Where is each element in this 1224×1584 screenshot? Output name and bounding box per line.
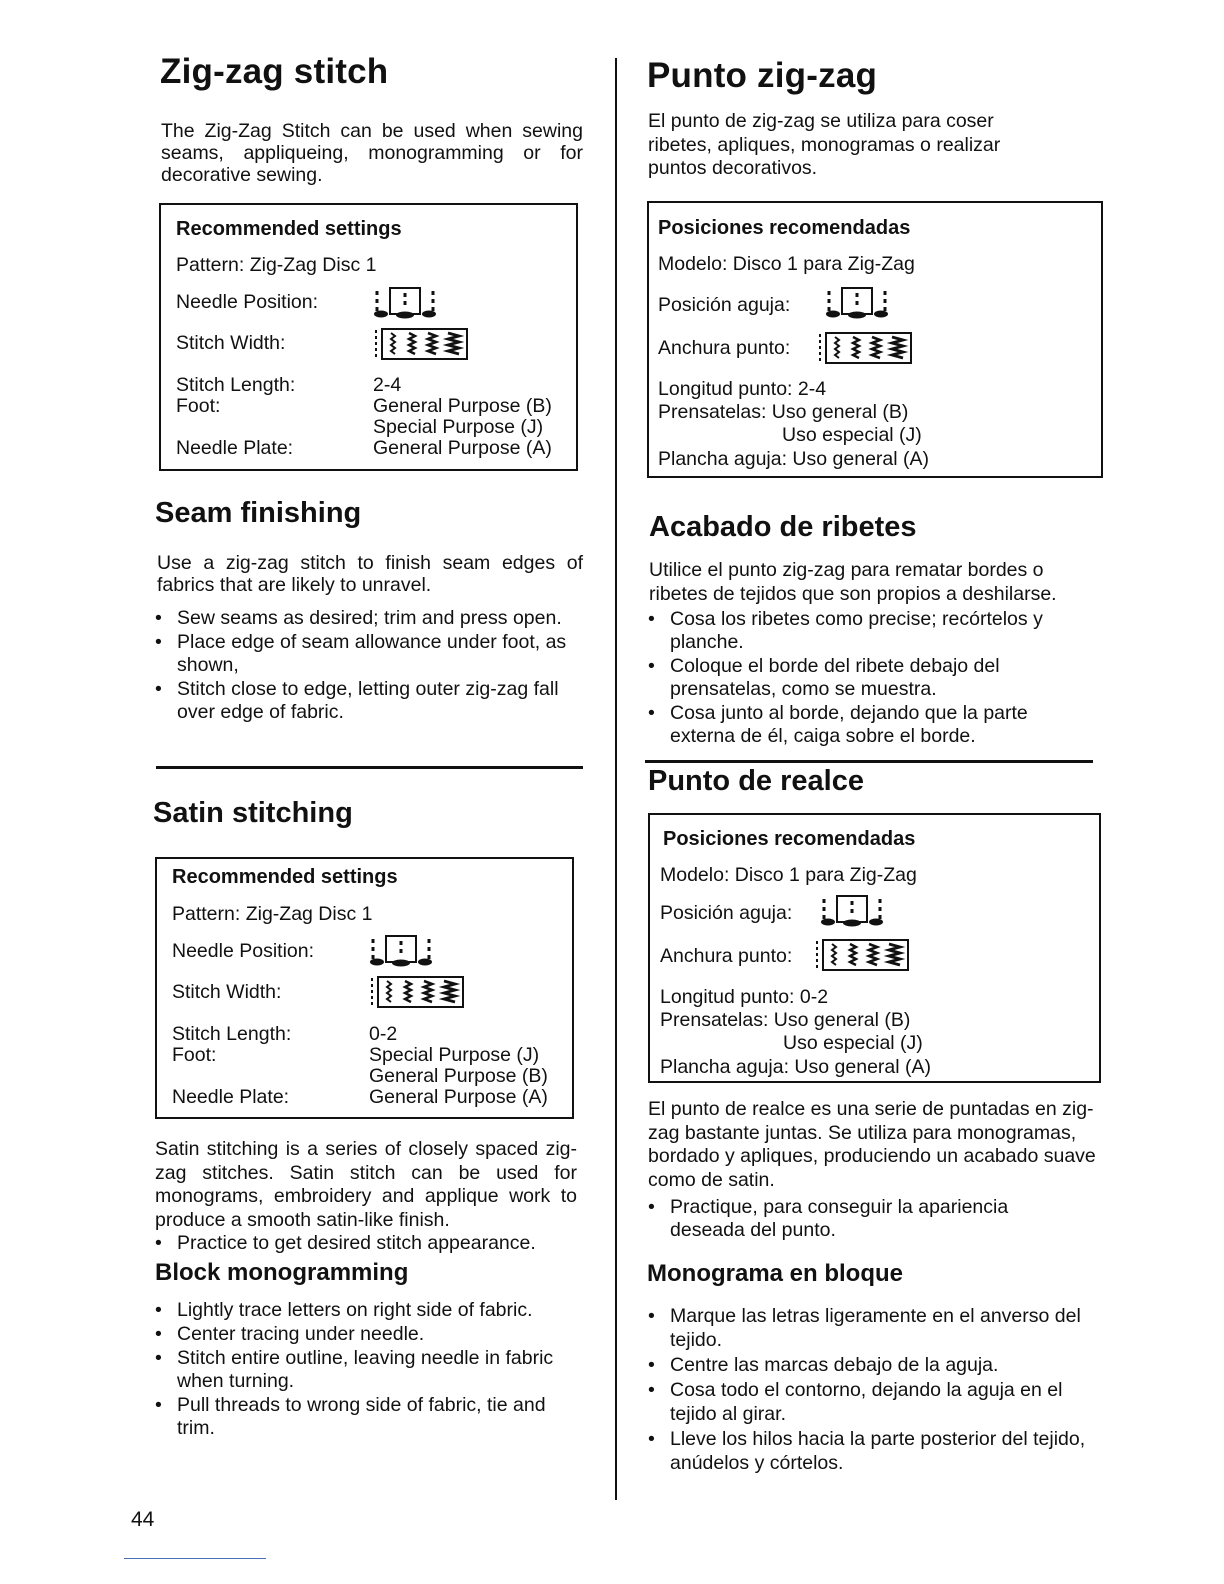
stitch-width-icon (369, 975, 465, 1009)
plate-line: Plancha aguja: Uso general (A) (660, 1056, 931, 1078)
list-item: • Centre las marcas debajo de la aguja. (648, 1353, 1103, 1377)
block-monogramming-title: Block monogramming (155, 1259, 409, 1286)
punto-realce-list (648, 1196, 1078, 1243)
satin-list (155, 1232, 585, 1256)
pattern-line: Modelo: Disco 1 para Zig-Zag (660, 864, 917, 886)
column-divider (615, 58, 617, 1500)
box-title: Recommended settings (172, 866, 398, 888)
acabado-intro: Utilice el punto zig-zag para rematar bordes o ribetes de tejidos que son propios a deshilarse. (649, 559, 1057, 605)
needle-position-icon (373, 285, 437, 319)
list-item: • Center tracing under needle. (155, 1323, 577, 1346)
foot-label: Foot: (172, 1044, 217, 1066)
needle-plate-label: Needle Plate: (176, 437, 294, 459)
punto-zigzag-intro: El punto de zig-zag se utiliza para coser ribetes, apliques, monogramas o realizar puntos decorativos. (648, 110, 1001, 179)
list-item: • Sew seams as desired; trim and press open. (155, 607, 580, 630)
list-item: • Stitch entire outline, leaving needle in fabric when turning. (155, 1347, 577, 1393)
length-line: Longitud punto: 2-4 (658, 378, 827, 400)
zigzag-settings-box (159, 203, 578, 471)
pattern-line: Modelo: Disco 1 para Zig-Zag (658, 253, 915, 275)
pattern-line: Pattern: Zig-Zag Disc 1 (176, 254, 377, 276)
foot-value-1: Special Purpose (J) (369, 1044, 540, 1066)
footer-rule (124, 1558, 266, 1559)
seam-finishing-intro: Use a zig-zag stitch to finish seam edges of fabrics that are likely to unravel. (157, 552, 583, 596)
list-item: • Lleve los hilos hacia la parte posterior del tejido, anúdelos y córtelos. (648, 1427, 1103, 1475)
list-item: • Cosa los ribetes como precise; recórtelos y planche. (648, 608, 1088, 654)
list-item: • Place edge of seam allowance under foot, as shown, (155, 631, 580, 677)
box-title: Posiciones recomendadas (658, 217, 911, 239)
stitch-width-icon (373, 327, 469, 361)
list-item: • Stitch close to edge, letting outer zig-zag fall over edge of fabric. (155, 678, 580, 724)
list-item: • Pull threads to wrong side of fabric, tie and trim. (155, 1394, 577, 1440)
foot-label: Foot: (176, 395, 221, 417)
punto-realce-description: El punto de realce es una serie de puntadas en zig-zag bastante juntas. Se utiliza para monogramas, bordado y apliques, produciendo un acabado suave como de satin. (648, 1098, 1096, 1191)
satin-settings-box (155, 857, 574, 1119)
section-divider (645, 760, 1093, 763)
stitch-length-label: Stitch Length: (176, 374, 296, 396)
seam-finishing-list (155, 607, 580, 725)
stitch-length-value: 2-4 (373, 374, 402, 396)
foot-line-1: Prensatelas: Uso general (B) (658, 401, 909, 423)
needle-position-label: Needle Position: (172, 940, 315, 962)
monograma-list (648, 1304, 1103, 1476)
stitch-width-label: Stitch Width: (176, 332, 286, 354)
list-item: • Practique, para conseguir la apariencia deseada del punto. (648, 1196, 1078, 1242)
needle-position-label: Posición aguja: (660, 902, 793, 924)
section-divider (156, 766, 583, 769)
stitch-width-label: Anchura punto: (658, 337, 791, 359)
needle-position-label: Posición aguja: (658, 294, 791, 316)
foot-line-1: Prensatelas: Uso general (B) (660, 1009, 911, 1031)
satin-description: Satin stitching is a series of closely spaced zig-zag stitches. Satin stitch can be used for monograms, embroidery and applique work to produce a smooth satin-like finish. (155, 1138, 577, 1231)
plate-line: Plancha aguja: Uso general (A) (658, 448, 929, 470)
foot-value-2: General Purpose (B) (369, 1065, 548, 1087)
punto-realce-settings-box (648, 813, 1101, 1083)
foot-line-2: Uso especial (J) (783, 1032, 923, 1054)
length-line: Longitud punto: 0-2 (660, 986, 829, 1008)
block-monogramming-list (155, 1299, 577, 1441)
zigzag-title: Zig-zag stitch (160, 52, 389, 91)
needle-position-icon (820, 893, 884, 927)
list-item: • Marque las letras ligeramente en el anverso del tejido. (648, 1304, 1103, 1352)
box-title: Posiciones recomendadas (663, 828, 916, 850)
foot-value-2: Special Purpose (J) (373, 416, 544, 438)
stitch-length-label: Stitch Length: (172, 1023, 292, 1045)
monograma-title: Monograma en bloque (647, 1260, 904, 1287)
list-item: • Cosa junto al borde, dejando que la parte externa de él, caiga sobre el borde. (648, 702, 1088, 748)
stitch-width-icon (814, 938, 910, 972)
stitch-length-value: 0-2 (369, 1023, 398, 1045)
seam-finishing-title: Seam finishing (155, 497, 362, 529)
satin-title: Satin stitching (153, 797, 353, 829)
punto-realce-title: Punto de realce (648, 765, 864, 797)
acabado-title: Acabado de ribetes (649, 511, 917, 543)
list-item: • Practice to get desired stitch appearance. (155, 1232, 585, 1255)
punto-zigzag-title: Punto zig-zag (647, 56, 878, 95)
needle-plate-label: Needle Plate: (172, 1086, 290, 1108)
box-title: Recommended settings (176, 218, 402, 240)
needle-position-icon (369, 933, 433, 967)
stitch-width-label: Anchura punto: (660, 945, 793, 967)
list-item: • Cosa todo el contorno, dejando la aguja en el tejido al girar. (648, 1378, 1103, 1426)
needle-plate-value: General Purpose (A) (373, 437, 552, 459)
foot-line-2: Uso especial (J) (782, 424, 922, 446)
list-item: • Coloque el borde del ribete debajo del prensatelas, como se muestra. (648, 655, 1088, 701)
acabado-list (648, 608, 1088, 749)
needle-position-label: Needle Position: (176, 291, 319, 313)
page-number: 44 (131, 1508, 155, 1531)
zigzag-intro: The Zig-Zag Stitch can be used when sewing seams, appliqueing, monogramming or for decorative sewing. (161, 120, 583, 186)
punto-zigzag-settings-box (647, 201, 1103, 478)
list-item: • Lightly trace letters on right side of fabric. (155, 1299, 577, 1322)
needle-position-icon (825, 285, 889, 319)
stitch-width-icon (817, 331, 913, 365)
pattern-line: Pattern: Zig-Zag Disc 1 (172, 903, 373, 925)
stitch-width-label: Stitch Width: (172, 981, 282, 1003)
needle-plate-value: General Purpose (A) (369, 1086, 548, 1108)
foot-value-1: General Purpose (B) (373, 395, 552, 417)
